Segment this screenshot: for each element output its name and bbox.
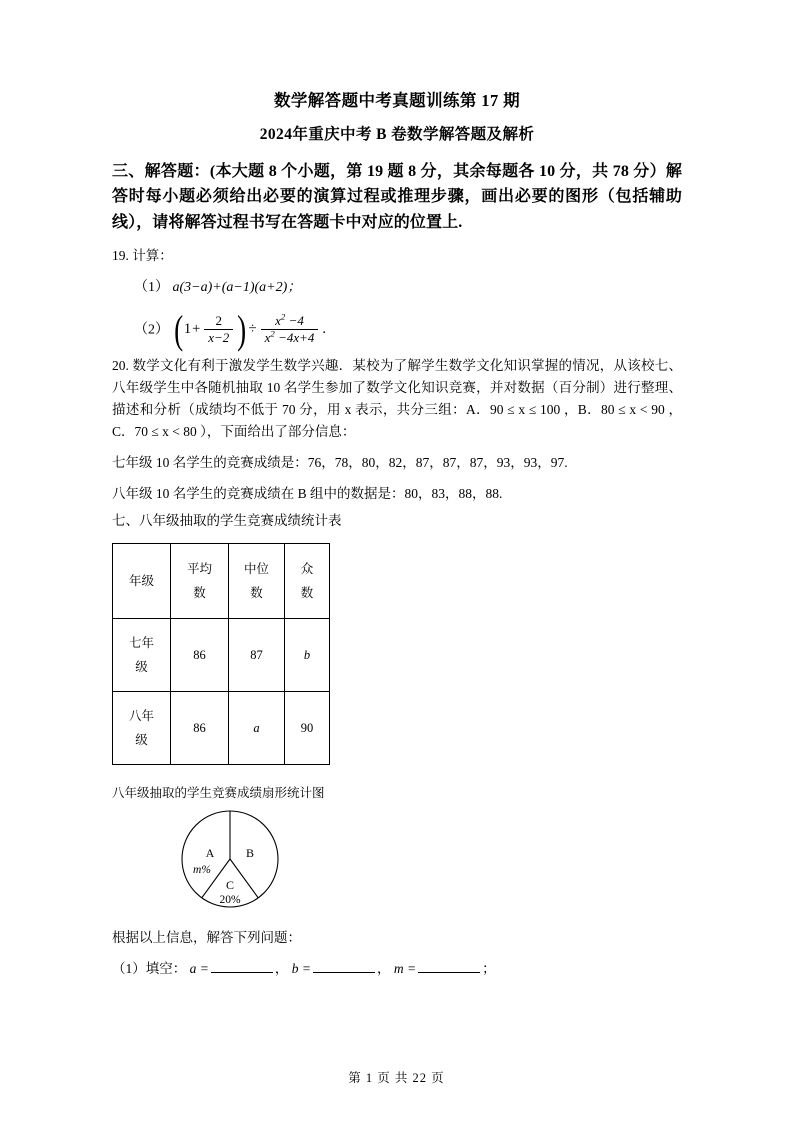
statistics-table [112, 543, 330, 765]
blank-field-b[interactable] [313, 959, 375, 973]
table-header-grade-line1: 年级 [128, 574, 154, 589]
table-header-mean [171, 544, 229, 619]
question-20-number: 20. [112, 358, 129, 374]
question-20-body: 数学文化有利于激发学生数学兴趣．某校为了解学生数学文化知识掌握的情况，从该校七、八年级学生中各随机抽取 10 名学生参加了数学文化知识竞赛，并对数据（百分制）进行整理、描述和分析（成绩均不低于 70 分，用 x 表示，共分三组：A．90 ≤ x ≤ 100 ，B．80 ≤ x < 90 ，C．70 ≤ x < 80 ），下面给出了部分信息： [112, 358, 683, 439]
question-19-item-2-expression [173, 306, 328, 352]
plus-operator: + [192, 321, 201, 338]
table-header-median-line1: 中位 [243, 562, 269, 577]
table-cell-mode: b [285, 619, 330, 692]
table-header-row [113, 544, 330, 619]
sub1-terminator: ； [482, 961, 496, 977]
trailing-period: . [322, 321, 327, 338]
left-paren: ( [173, 306, 183, 352]
blank-field-m[interactable] [418, 959, 480, 973]
fraction-2 [261, 311, 319, 347]
table-cell-grade [113, 692, 171, 765]
question-20-paragraph [112, 355, 682, 442]
divide-operator: ÷ [248, 321, 257, 338]
question-20-sub1: （1）填空： a = ， b = ， m = ； [112, 961, 496, 977]
fraction-1-denominator: x−2 [204, 329, 233, 346]
table-header-median [229, 544, 285, 619]
pie-label-c-percent: 20% [219, 894, 241, 907]
stat-table-caption: 七、八年级抽取的学生竞赛成绩统计表 [112, 512, 342, 528]
question-19-items [112, 277, 682, 352]
pie-label-a-percent: m% [193, 864, 211, 877]
table-header-mode [285, 544, 330, 619]
page-content [112, 88, 682, 980]
table-header-mode-line1: 众 [300, 562, 314, 577]
pie-label-b: B [245, 846, 255, 861]
table-header-median-line2: 数 [250, 586, 263, 601]
section-heading: 三、解答题：(本大题 8 个小题，第 19 题 8 分，其余每题各 10 分，共 78 分）解答时每小题必须给出必要的演算过程或推理步骤，画出必要的图形（包括辅助线），请将解答过程书写在答题卡中对应的位置上. [112, 162, 682, 232]
pie-chart-caption: 八年级抽取的学生竞赛成绩扇形统计图 [112, 786, 325, 801]
pie-label-a: A [205, 846, 215, 861]
table-header-mode-line2: 数 [300, 586, 314, 601]
table-cell-mean: 86 [171, 692, 229, 765]
table-header-mean-line2: 数 [193, 586, 206, 601]
table-cell-grade [113, 619, 171, 692]
pie-divider-b-c [230, 859, 258, 898]
document-title: 数学解答题中考真题训练第 17 期 [273, 91, 521, 110]
blank-label-a: a = [189, 961, 209, 977]
question-20-closing: 根据以上信息，解答下列问题： [112, 930, 301, 946]
fraction-2-numerator: $x^2 -4$ [275, 311, 304, 328]
table-header-mean-line1: 平均 [186, 562, 212, 577]
table-cell-mean: 86 [171, 619, 229, 692]
question-19-item-2-label: （2） [134, 322, 169, 338]
pie-chart [180, 809, 682, 918]
question-19-item-1-expression: a(3−a)+(a−1)(a+2)； [172, 280, 302, 296]
right-paren: ) [237, 306, 247, 352]
table-cell-mode: 90 [285, 692, 330, 765]
fraction-1-numerator: 2 [215, 312, 223, 328]
grade8-scores-paragraph: 八年级 10 名学生的竞赛成绩在 B 组中的数据是：80，83，88，88. [112, 485, 503, 501]
question-19-item-1 [112, 277, 682, 299]
fraction-1 [204, 314, 233, 347]
page-footer: 第 1 页 共 22 页 [348, 1071, 445, 1085]
operand-one: 1 [183, 321, 192, 338]
document-subtitle: 2024年重庆中考 B 卷数学解答题及解析 [259, 125, 535, 143]
table-cell-median: a [229, 692, 285, 765]
table-header-grade [113, 544, 171, 619]
question-20-sub1-label: （1）填空： [112, 961, 187, 977]
question-19-item-2 [112, 306, 682, 352]
table-cell-grade-line1: 八年 [128, 709, 154, 724]
fraction-2-denominator: $x^2 -4x+4$ [261, 329, 319, 346]
table-cell-grade-line1: 七年 [128, 636, 154, 651]
pie-label-c: C [225, 878, 235, 893]
table-row [113, 619, 330, 692]
question-19-number: 19. [112, 248, 129, 264]
table-cell-median: 87 [229, 619, 285, 692]
blank-label-b: b = [291, 961, 311, 977]
blank-field-a[interactable] [211, 959, 273, 973]
blank-label-m: m = [393, 961, 417, 977]
table-cell-grade-line2: 级 [135, 660, 148, 675]
pie-chart-svg [180, 809, 290, 913]
question-19-item-1-label: （1） [134, 280, 169, 296]
table-row [113, 692, 330, 765]
table-cell-grade-line2: 级 [135, 733, 148, 748]
grade7-scores-paragraph: 七年级 10 名学生的竞赛成绩是：76，78，80，82，87，87，87，93，93，97. [112, 454, 568, 470]
question-19-prompt-text: 计算： [132, 248, 173, 264]
question-19-prompt [112, 245, 682, 267]
